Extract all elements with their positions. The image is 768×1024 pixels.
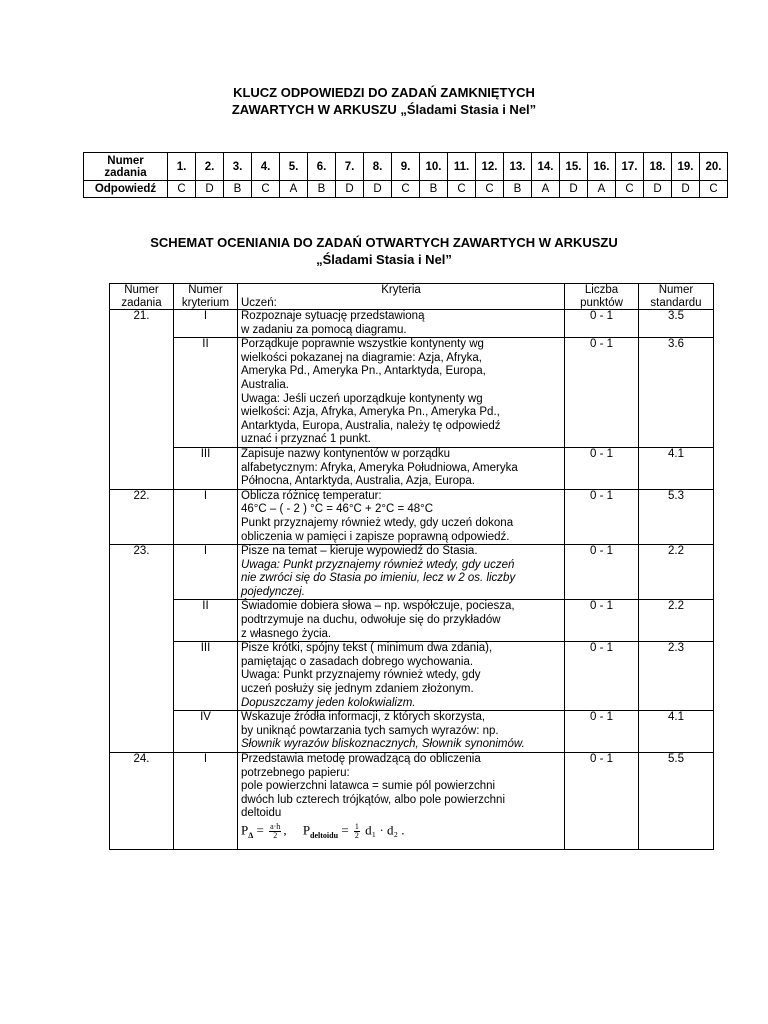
points-cell: 0 - 1 xyxy=(565,310,639,338)
answer-key-answer-cell: B xyxy=(420,181,448,198)
criteria-line: Północna, Antarktyda, Australia, Azja, Europa. xyxy=(241,475,475,488)
points-cell: 0 - 1 xyxy=(565,642,639,711)
formula-frac2-den: 2 xyxy=(354,830,359,840)
answer-key-answer-cell: D xyxy=(560,181,588,198)
answer-key-answer-cell: C xyxy=(168,181,196,198)
scoring-row xyxy=(110,600,714,642)
header-criteria xyxy=(238,284,565,310)
criterion-number-cell: III xyxy=(174,642,238,711)
area-formula xyxy=(241,821,561,849)
answer-key-answer-cell: B xyxy=(308,181,336,198)
formula-rest: d₁ · d₂ . xyxy=(365,822,405,838)
task-number-cell: 21. xyxy=(110,310,174,490)
answer-key-number-cell: 1. xyxy=(168,153,196,181)
criteria-line: Przedstawia metodę prowadzącą do obliczenia xyxy=(241,753,481,765)
answer-key-number-cell: 8. xyxy=(364,153,392,181)
scoring-row xyxy=(110,753,714,850)
criteria-cell xyxy=(238,338,565,448)
criteria-line: pamiętając o zasadach dobrego wychowania. xyxy=(241,655,474,668)
scoring-scheme-table xyxy=(109,283,714,850)
scoring-body xyxy=(110,310,714,850)
criteria-line: 46°C – ( - 2 ) °C = 46°C + 2°C = 48°C xyxy=(241,503,434,516)
criteria-line: Uwaga: Punkt przyznajemy również wtedy, gdy xyxy=(241,669,481,682)
criteria-note-line: Uwaga: Punkt przyznajemy również wtedy, gdy uczeń xyxy=(241,558,515,571)
scoring-row xyxy=(110,545,714,600)
header-crit-l1: Numer xyxy=(188,284,223,296)
answer-key-number-cell: 15. xyxy=(560,153,588,181)
points-cell: 0 - 1 xyxy=(565,338,639,448)
answer-key-number-cell: 5. xyxy=(280,153,308,181)
answer-key-number-cell: 11. xyxy=(448,153,476,181)
answer-key-number-cell: 16. xyxy=(588,153,616,181)
answer-key-answer-cell: C xyxy=(448,181,476,198)
answer-key-answer-cell: C xyxy=(616,181,644,198)
standard-cell: 4.1 xyxy=(639,711,714,753)
scoring-row xyxy=(110,711,714,753)
answer-key-number-cell: 19. xyxy=(672,153,700,181)
answer-key-number-cell: 12. xyxy=(476,153,504,181)
criteria-line: Pisze na temat – kieruje wypowiedź do Stasia. xyxy=(241,545,478,558)
criteria-cell xyxy=(238,600,565,642)
standard-cell: 5.5 xyxy=(639,753,714,850)
criteria-cell xyxy=(238,711,565,753)
answer-key-answer-cell: D xyxy=(644,181,672,198)
formula-eq1: = xyxy=(256,822,264,838)
answer-key-answer-cell: C xyxy=(476,181,504,198)
criteria-line: obliczenia w pamięci i zapisze poprawną odpowiedź. xyxy=(241,530,510,543)
scoring-row xyxy=(110,310,714,338)
answer-key-answer-cell: D xyxy=(364,181,392,198)
task-number-cell: 23. xyxy=(110,545,174,753)
formula-fraction-2 xyxy=(354,823,360,840)
points-cell: 0 - 1 xyxy=(565,711,639,753)
answer-key-numbers-row xyxy=(84,153,728,181)
header-std-l2: standardu xyxy=(650,296,702,309)
criteria-line: Oblicza różnicę temperatur: xyxy=(241,489,382,502)
criteria-note-line: pojedynczej. xyxy=(241,585,305,598)
header-criterion-number xyxy=(174,284,238,310)
criteria-line: alfabetycznym: Afryka, Ameryka Południowa, Ameryka xyxy=(241,461,518,474)
answer-key-answer-cell: A xyxy=(532,181,560,198)
answer-key-number-cell: 9. xyxy=(392,153,420,181)
header-task-number xyxy=(110,284,174,310)
scoring-row xyxy=(110,338,714,448)
standard-cell: 3.6 xyxy=(639,338,714,448)
criterion-number-cell: IV xyxy=(174,711,238,753)
criteria-line: Świadomie dobiera słowa – np. współczuje, pociesza, xyxy=(241,600,515,613)
answer-key-number-header-l1: Numer xyxy=(107,154,144,167)
standard-cell: 3.5 xyxy=(639,310,714,338)
answer-key-answer-cell: A xyxy=(280,181,308,198)
criteria-line: Rozpoznaje sytuację przedstawioną xyxy=(241,310,425,322)
header-standard xyxy=(639,284,714,310)
standard-cell: 2.2 xyxy=(639,600,714,642)
points-cell: 0 - 1 xyxy=(565,489,639,544)
criteria-cell xyxy=(238,642,565,711)
criterion-number-cell: I xyxy=(174,310,238,338)
criteria-line: z własnego życia. xyxy=(241,627,332,640)
task-number-cell: 24. xyxy=(110,753,174,850)
criterion-number-cell: I xyxy=(174,489,238,544)
criteria-line: Pisze krótki, spójny tekst ( minimum dwa zdania), xyxy=(241,642,493,655)
criteria-note-line: Słownik wyrazów bliskoznacznych, Słownik synonimów. xyxy=(241,738,525,751)
answer-key-number-header-l2: zadania xyxy=(104,166,147,179)
answer-key-answer-cell: C xyxy=(700,181,728,198)
task-number-cell: 22. xyxy=(110,489,174,544)
criteria-line: Punkt przyznajemy również wtedy, gdy uczeń dokona xyxy=(241,516,514,529)
answer-key-number-cell: 6. xyxy=(308,153,336,181)
criteria-line: Wskazuje źródła informacji, z których skorzysta, xyxy=(241,711,486,724)
answer-key-answer-cell: A xyxy=(588,181,616,198)
answer-key-number-cell: 17. xyxy=(616,153,644,181)
answer-key-title-line2: ZAWARTYCH W ARKUSZU „Śladami Stasia i Nel” xyxy=(231,102,537,117)
points-cell: 0 - 1 xyxy=(565,545,639,600)
header-task-l2: zadania xyxy=(121,296,162,309)
criteria-line: Antarktyda, Europa, Australia, należy tę odpowiedź xyxy=(241,419,501,432)
answer-key-answer-cell: B xyxy=(504,181,532,198)
criteria-line: podtrzymuje na duchu, odwołuje się do przykładów xyxy=(241,614,501,627)
criteria-line: Porządkuje poprawnie wszystkie kontynenty wg xyxy=(241,338,484,351)
formula-p1: P xyxy=(241,822,249,838)
points-cell: 0 - 1 xyxy=(565,447,639,489)
answer-key-number-cell: 20. xyxy=(700,153,728,181)
scoring-row xyxy=(110,642,714,711)
scoring-scheme-title xyxy=(0,234,768,268)
answer-key-number-cell: 14. xyxy=(532,153,560,181)
answer-key-title xyxy=(0,84,768,118)
formula-sub2: deltoidu xyxy=(310,831,339,841)
answer-key-answer-cell: C xyxy=(392,181,420,198)
formula-frac1-den: 2 xyxy=(273,830,278,840)
answer-key-number-header xyxy=(84,153,168,181)
answer-key-answer-cell: C xyxy=(252,181,280,198)
answer-key-answers-row xyxy=(84,181,728,198)
formula-sep: , xyxy=(283,822,287,838)
criteria-cell xyxy=(238,753,565,850)
criteria-cell xyxy=(238,310,565,338)
header-points xyxy=(565,284,639,310)
answer-key-answer-cell: D xyxy=(196,181,224,198)
scoring-header-row xyxy=(110,284,714,310)
header-std-l1: Numer xyxy=(658,284,694,296)
scoring-scheme-title-line2: „Śladami Stasia i Nel” xyxy=(316,252,452,267)
formula-frac2-num: 1 xyxy=(354,821,359,831)
criteria-note-line: nie zwróci się do Stasia po imieniu, lecz w 2 os. liczby xyxy=(241,572,516,585)
criterion-number-cell: II xyxy=(174,338,238,448)
answer-key-answer-cell: D xyxy=(336,181,364,198)
answer-key-table xyxy=(83,152,728,198)
scoring-row xyxy=(110,489,714,544)
criteria-line: w zadaniu za pomocą diagramu. xyxy=(241,323,407,336)
header-crit-l2: kryterium xyxy=(181,296,230,309)
criteria-line: deltoidu xyxy=(241,807,282,820)
criteria-line: pole powierzchni latawca = sumie pól powierzchni xyxy=(241,780,496,793)
criteria-line: by uniknąć powtarzania tych samych wyrazów: np. xyxy=(241,724,499,737)
header-criteria-l2: Uczeń: xyxy=(241,296,277,309)
formula-eq2: = xyxy=(341,822,349,838)
formula-sub1: Δ xyxy=(248,831,254,841)
standard-cell: 5.3 xyxy=(639,489,714,544)
criteria-line: wielkości pokazanej na diagramie: Azja, Afryka, xyxy=(241,351,482,364)
header-criteria-l1: Kryteria xyxy=(381,284,421,296)
criteria-line: Australia. xyxy=(241,378,289,391)
answer-key-number-cell: 7. xyxy=(336,153,364,181)
points-cell: 0 - 1 xyxy=(565,753,639,850)
criteria-line: uczeń posłuży się jednym zdaniem złożonym. xyxy=(241,683,474,696)
formula-frac1-num: a·h xyxy=(270,821,281,831)
answer-key-answer-cell: B xyxy=(224,181,252,198)
answer-key-number-cell: 2. xyxy=(196,153,224,181)
criteria-cell xyxy=(238,489,565,544)
header-points-l2: punktów xyxy=(580,296,623,309)
criterion-number-cell: I xyxy=(174,753,238,850)
formula-fraction-1 xyxy=(269,823,281,840)
criteria-line: Ameryka Pd., Ameryka Pn., Antarktyda, Europa, xyxy=(241,365,486,378)
criteria-line: Zapisuje nazwy kontynentów w porządku xyxy=(241,447,451,460)
answer-key-number-cell: 4. xyxy=(252,153,280,181)
criterion-number-cell: III xyxy=(174,447,238,489)
scoring-row xyxy=(110,447,714,489)
header-points-l1: Liczba xyxy=(584,284,619,296)
points-cell: 0 - 1 xyxy=(565,600,639,642)
answer-key-title-line1: KLUCZ ODPOWIEDZI DO ZADAŃ ZAMKNIĘTYCH xyxy=(233,85,535,100)
criteria-cell xyxy=(238,545,565,600)
criteria-line: potrzebnego papieru: xyxy=(241,766,350,779)
criterion-number-cell: I xyxy=(174,545,238,600)
criteria-line: wielkości: Azja, Afryka, Ameryka Pn., Ameryka Pd., xyxy=(241,406,500,419)
answer-key-number-cell: 10. xyxy=(420,153,448,181)
criteria-line: dwóch lub czterech trójkątów, albo pole powierzchni xyxy=(241,793,506,806)
criteria-cell xyxy=(238,447,565,489)
criteria-line: Uwaga: Jeśli uczeń uporządkuje kontynenty wg xyxy=(241,392,483,405)
answer-key-number-cell: 13. xyxy=(504,153,532,181)
criteria-line: uznać i przyznać 1 punkt. xyxy=(241,433,371,446)
answer-key-number-cell: 3. xyxy=(224,153,252,181)
scoring-scheme-title-line1: SCHEMAT OCENIANIA DO ZADAŃ OTWARTYCH ZAWARTYCH W ARKUSZU xyxy=(150,235,618,250)
header-task-l1: Numer xyxy=(124,284,159,296)
answer-key-number-cell: 18. xyxy=(644,153,672,181)
answer-key-answer-cell: D xyxy=(672,181,700,198)
formula-p2: P xyxy=(302,822,311,838)
answer-key-answer-header: Odpowiedź xyxy=(84,181,168,198)
standard-cell: 4.1 xyxy=(639,447,714,489)
criteria-note-line: Dopuszczamy jeden kolokwializm. xyxy=(241,696,416,709)
criterion-number-cell: II xyxy=(174,600,238,642)
standard-cell: 2.3 xyxy=(639,642,714,711)
standard-cell: 2.2 xyxy=(639,545,714,600)
